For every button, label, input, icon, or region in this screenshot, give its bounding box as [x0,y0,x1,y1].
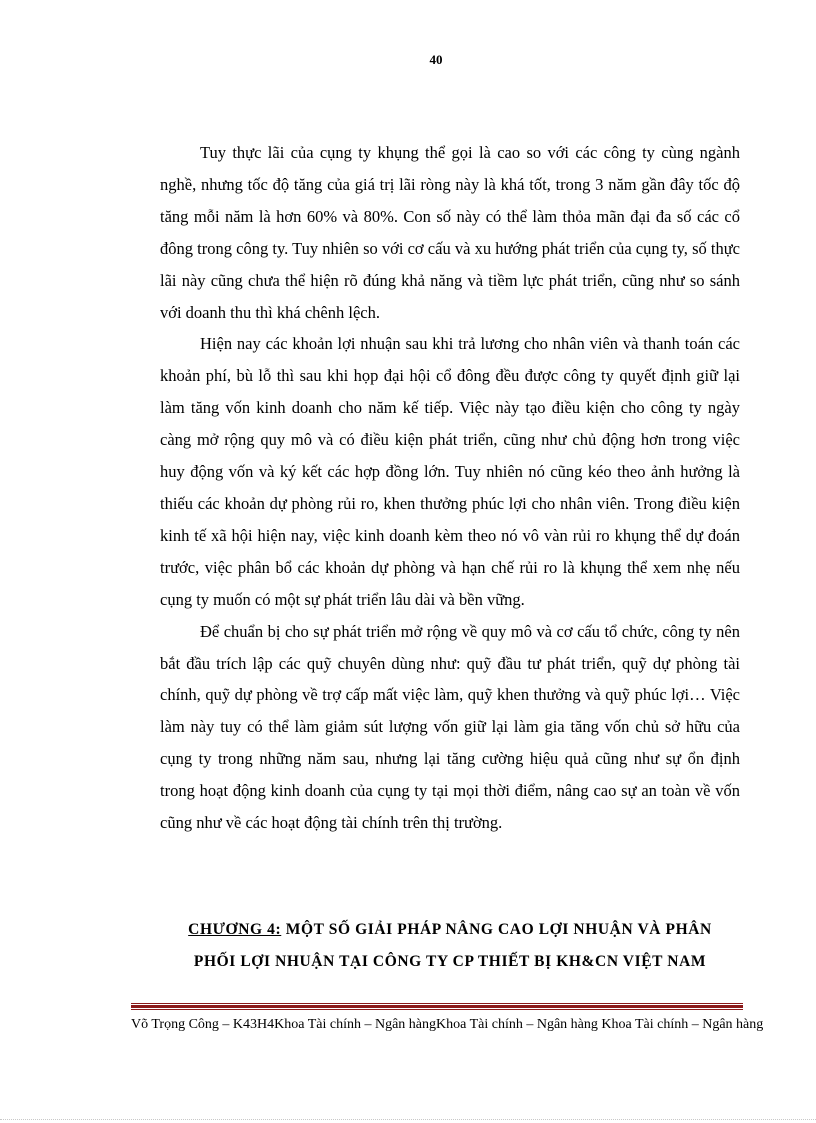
chapter-label: CHƯƠNG 4: [188,921,282,938]
chapter-heading [160,914,740,978]
page-bottom-border [0,1119,816,1120]
footer-text: Võ Trọng Công – K43H4Khoa Tài chính – Ngân hàngKhoa Tài chính – Ngân hàng Khoa Tài chính – Ngân hàng [131,1017,764,1032]
footer-divider [131,1003,743,1011]
paragraph-2: Hiện nay các khoản lợi nhuận sau khi trả lương cho nhân viên và thanh toán các khoản phí, bù lỗ thì sau khi họp đại hội cổ đông đều được công ty quyết định giữ lại làm tăng vốn kinh doanh cho năm kế tiếp. Việc này tạo điều kiện cho công ty ngày càng mở rộng quy mô và có điều kiện phát triển, cũng như chủ động hơn trong việc huy động vốn và ký kết các hợp đồng lớn. Tuy nhiên nó cũng kéo theo ảnh hưởng là thiếu các khoản dự phòng rủi ro, khen thưởng phúc lợi cho nhân viên. Trong điều kiện kinh tế xã hội hiện nay, việc kinh doanh kèm theo nó vô vàn rủi ro khụng thể dự đoán trước, việc phân bổ các khoản dự phòng và hạn chế rủi ro là khụng thể xem nhẹ nếu cụng ty muốn có một sự phát triển lâu dài và bền vững. [160,334,740,609]
chapter-title-part-2: PHỐI LỢI NHUẬN TẠI CÔNG TY CP THIẾT BỊ KH&CN VIỆT NAM [193,953,707,970]
chapter-heading-line-1 [160,914,740,946]
paragraph-1: Tuy thực lãi của cụng ty khụng thể gọi là cao so với các công ty cùng ngành nghề, nhưng tốc độ tăng của giá trị lãi ròng này là khá tốt, trong 3 năm gần đây tốc độ tăng mỗi năm là hơn 60% và 80%. Con số này có thể làm thỏa mãn đại đa số các cổ đông trong công ty. Tuy nhiên so với cơ cấu và xu hướng phát triển của cụng ty, số thực lãi này cũng chưa thể hiện rõ đúng khả năng và tiềm lực phát triển, cũng như so sánh với doanh thu thì khá chênh lệch. [160,143,740,322]
paragraph-3: Để chuẩn bị cho sự phát triển mở rộng về quy mô và cơ cấu tổ chức, công ty nên bắt đầu trích lập các quỹ chuyên dùng như: quỹ đầu tư phát triển, quỹ dự phòng tài chính, quỹ dự phòng về trợ cấp mất việc làm, quỹ khen thưởng và quỹ phúc lợi… Việc làm này tuy có thể làm giảm sút lượng vốn giữ lại làm gia tăng vốn chủ sở hữu của cụng ty trong những năm sau, nhưng lại tăng cường hiệu quả cũng như sự ổn định trong hoạt động kinh doanh của cụng ty tại mọi thời điểm, nâng cao sự an toàn về vốn cũng như về các hoạt động tài chính trên thị trường. [160,621,740,833]
chapter-title-part-1: MỘT SỐ GIẢI PHÁP NÂNG CAO LỢI NHUẬN VÀ PHÂN [281,921,712,938]
body-text [160,137,740,839]
page-number: 40 [429,52,443,67]
